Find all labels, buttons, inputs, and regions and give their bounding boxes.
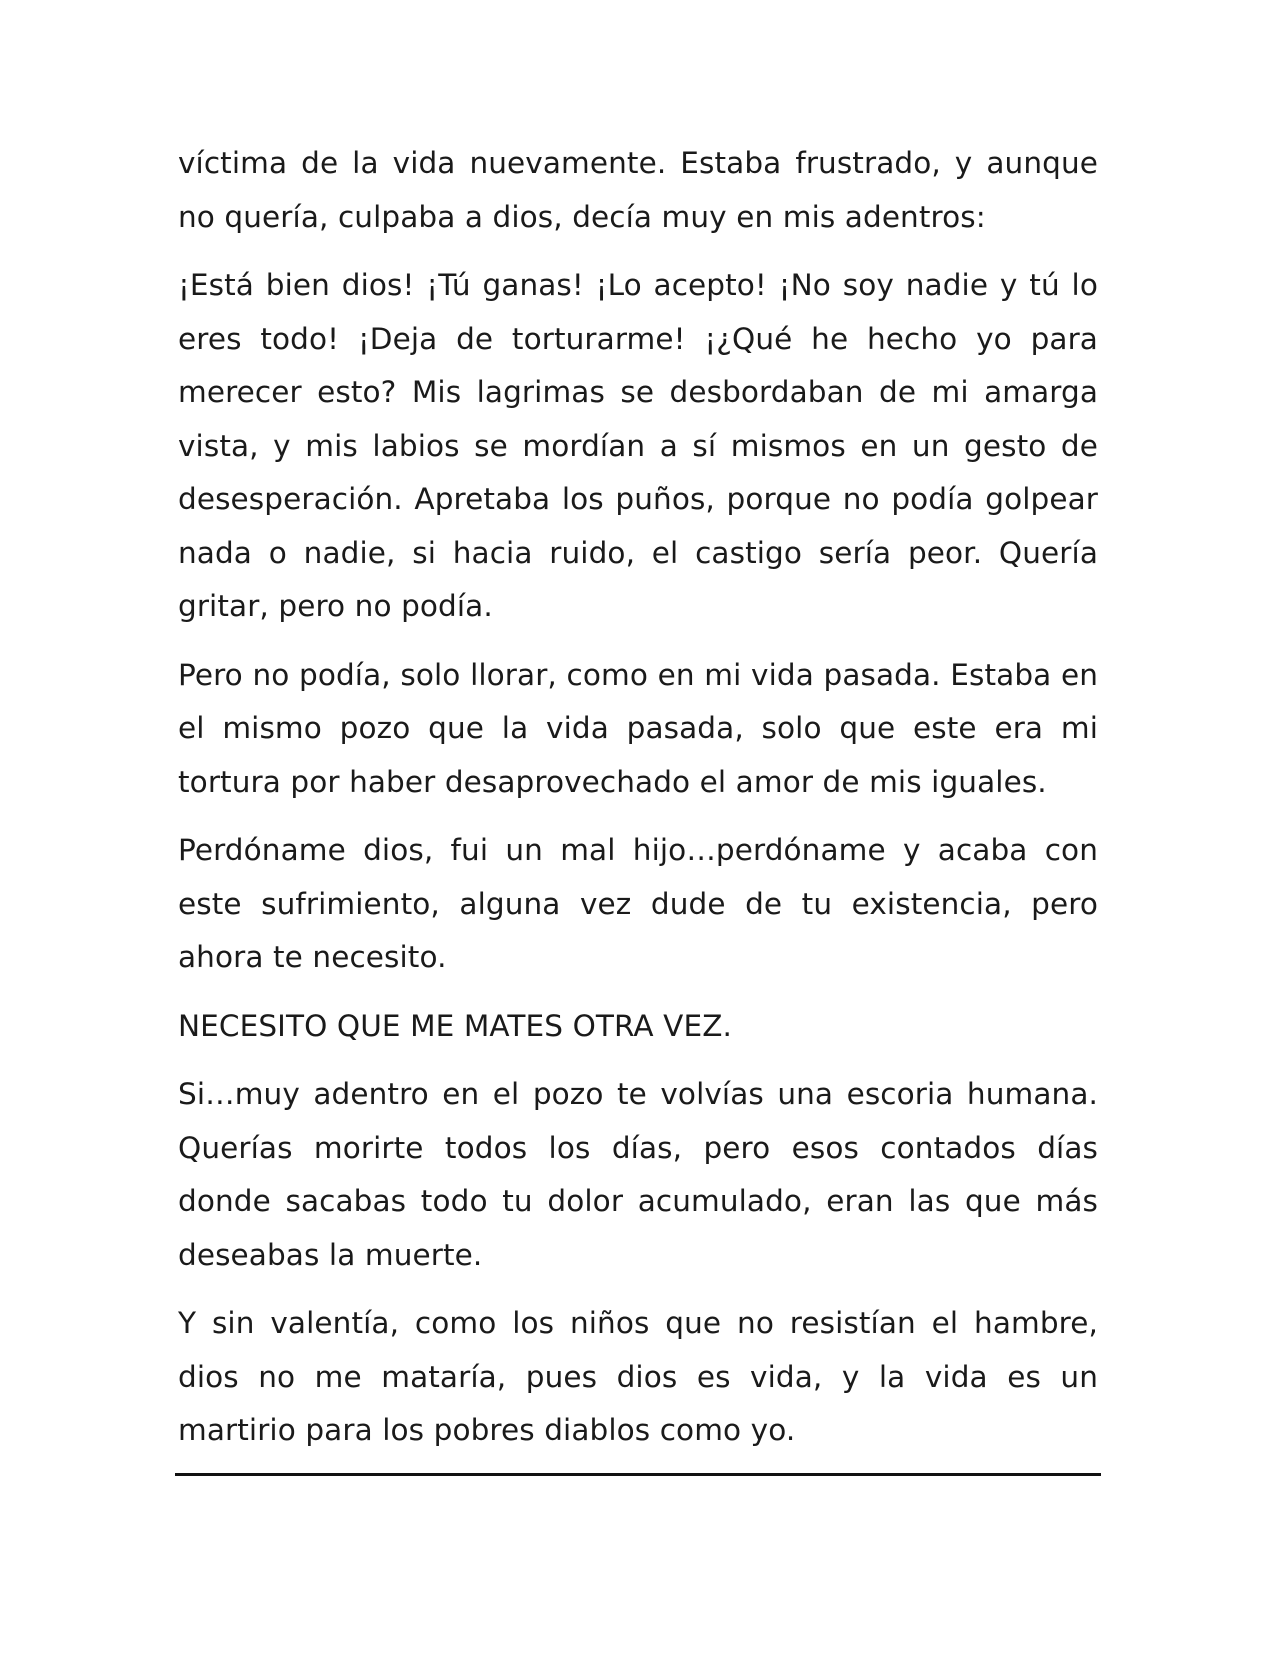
paragraph-6: Si…muy adentro en el pozo te volvías una escoria humana. Querías morirte todos los días, pero esos contados días donde sacabas todo tu dolor acumulado, eran las que más deseabas la muerte. xyxy=(178,1077,1098,1272)
paragraph-5: NECESITO QUE ME MATES OTRA VEZ. xyxy=(178,1008,732,1043)
paragraph-4: Perdóname dios, fui un mal hijo…perdóname y acaba con este sufrimiento, alguna vez dude de tu existencia, pero ahora te necesito. xyxy=(178,833,1098,974)
footnote-separator-line xyxy=(175,1473,1101,1476)
body-text xyxy=(178,137,1098,1473)
paragraph-1: víctima de la vida nuevamente. Estaba frustrado, y aunque no quería, culpaba a dios, decía muy en mis adentros: xyxy=(178,146,1098,234)
paragraph-7: Y sin valentía, como los niños que no resistían el hambre, dios no me mataría, pues dios es vida, y la vida es un martirio para los pobres diablos como yo. xyxy=(178,1306,1098,1447)
paragraph-2: ¡Está bien dios! ¡Tú ganas! ¡Lo acepto! ¡No soy nadie y tú lo eres todo! ¡Deja de torturarme! ¡¿Qué he hecho yo para merecer esto? Mis lagrimas se desbordaban de mi amarga vista, y mis labios se mordían a sí mismos en un gesto de desesperación. Apretaba los puños, porque no podía golpear nada o nadie, si hacia ruido, el castigo sería peor. Quería gritar, pero no podía. xyxy=(178,268,1098,623)
paragraph-3: Pero no podía, solo llorar, como en mi vida pasada. Estaba en el mismo pozo que la vida pasada, solo que este era mi tortura por haber desaprovechado el amor de mis iguales. xyxy=(178,657,1098,799)
